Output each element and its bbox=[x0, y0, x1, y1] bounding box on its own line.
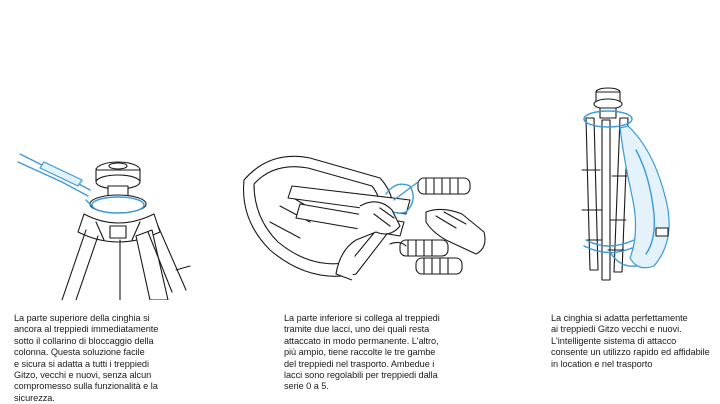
caption-lower-laces: La parte inferiore si collega al treppiedi tramite due lacci, uno dei quali resta attaccato in modo permanente. L'altro, più ampio, tiene raccolte le tre gambe del treppiedi nel trasporto. Ambedue i lacci sono regolabili per treppiedi dalla serie 0 a 5. bbox=[284, 313, 440, 392]
illustration-strap-collar bbox=[0, 0, 240, 300]
caption-fitted-strap: La cinghia si adatta perfettamente ai treppiedi Gitzo vecchi e nuovi. L'intelligente sistema di attacco consente un utilizzo rapido ed affidabile in location e nel trasporto bbox=[551, 313, 710, 369]
illustration-fitted-strap bbox=[490, 0, 720, 300]
caption-top-attachment: La parte superiore della cinghia si ancora al treppiedi immediatamente sotto il collarino di bloccaggio della colonna. Questa soluzione facile e sicura si adatta a tutti i treppiedi Gitzo, vecchi e nuovi, senza alcun compromesso sulla funzionalità e la sicurezza. bbox=[14, 313, 159, 403]
panel-top-attachment bbox=[0, 0, 240, 403]
illustration-lower-laces bbox=[240, 0, 490, 300]
panel-lower-laces bbox=[240, 0, 490, 400]
panel-fitted-strap bbox=[490, 0, 720, 400]
